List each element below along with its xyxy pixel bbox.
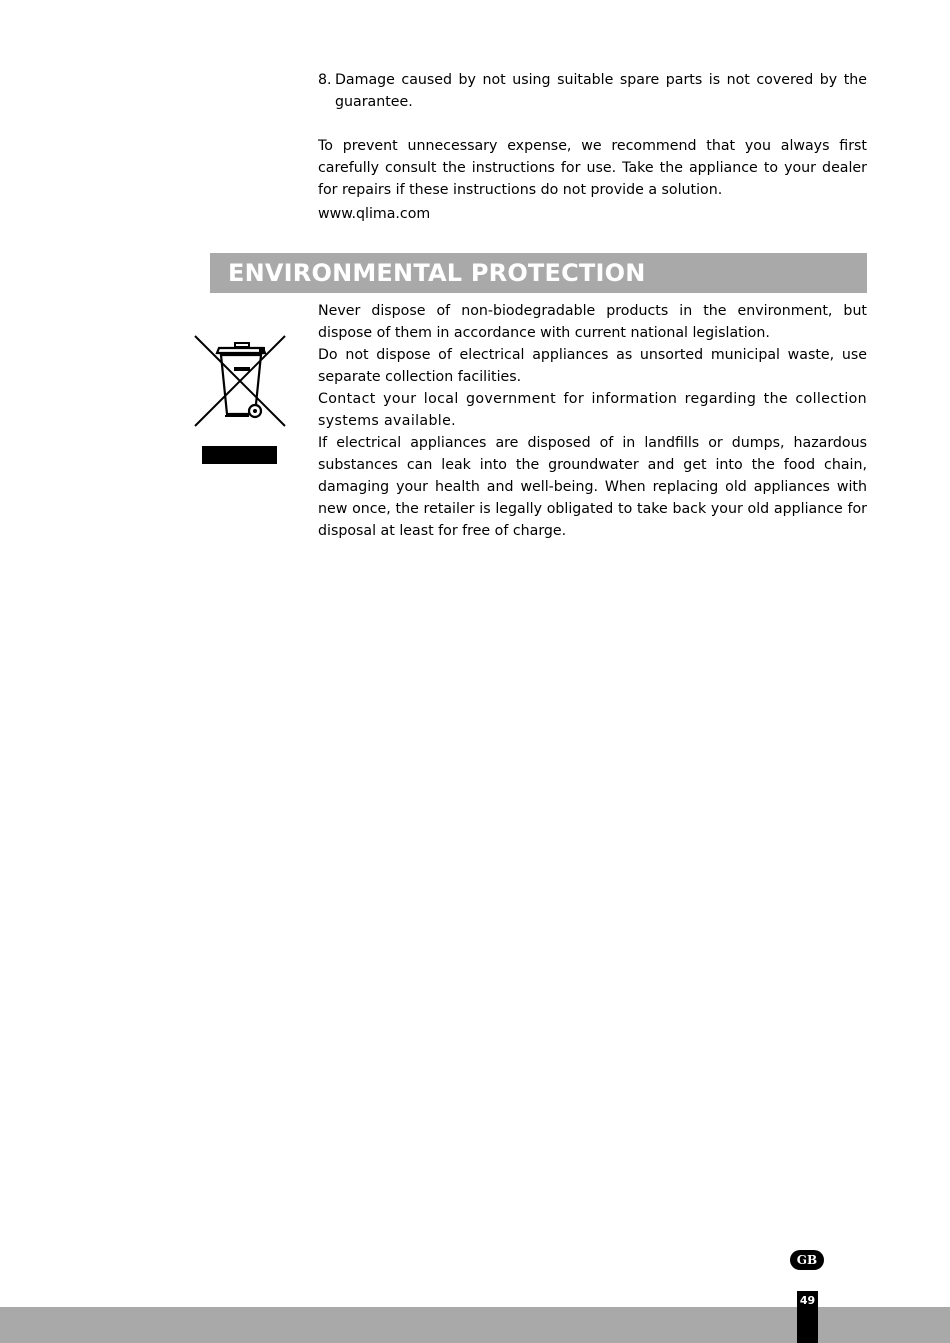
- crossed-out-wheelie-bin-icon: [193, 334, 287, 430]
- section-title: ENVIRONMENTAL PROTECTION: [228, 259, 646, 287]
- advice-paragraph: To prevent unnecessary expense, we recommend that you always first carefully consult the instructions for use. Take the appliance to your dealer for repairs if these instructions do not provide a solution.: [318, 138, 867, 198]
- env-paragraph-3: Contact your local government for information regarding the collection systems available.: [318, 391, 867, 429]
- page-number-tab: [797, 1291, 818, 1343]
- env-paragraph-4: If electrical appliances are disposed of in landfills or dumps, hazardous substances can leak into the groundwater and get into the food chain, damaging your health and well-being. When replacing old appliances with new once, the retailer is legally obligated to take back your old appliance for disposal at least for free of charge.: [318, 435, 867, 539]
- marking-bar: [202, 446, 277, 464]
- language-badge: GB: [790, 1250, 824, 1270]
- page-number: 49: [799, 1294, 816, 1307]
- env-paragraph-2: Do not dispose of electrical appliances as unsorted municipal waste, use separate collection facilities.: [318, 347, 867, 385]
- env-paragraph-1: Never dispose of non-biodegradable products in the environment, but dispose of them in accordance with current national legislation.: [318, 303, 867, 341]
- guarantee-list-item: [318, 69, 867, 113]
- section-header: [210, 253, 867, 293]
- website-url: www.qlima.com: [318, 206, 431, 222]
- list-item-number: 8.: [318, 72, 332, 88]
- list-item-text: Damage caused by not using suitable spare parts is not covered by the guarantee.: [335, 72, 867, 110]
- environmental-text: [318, 300, 867, 542]
